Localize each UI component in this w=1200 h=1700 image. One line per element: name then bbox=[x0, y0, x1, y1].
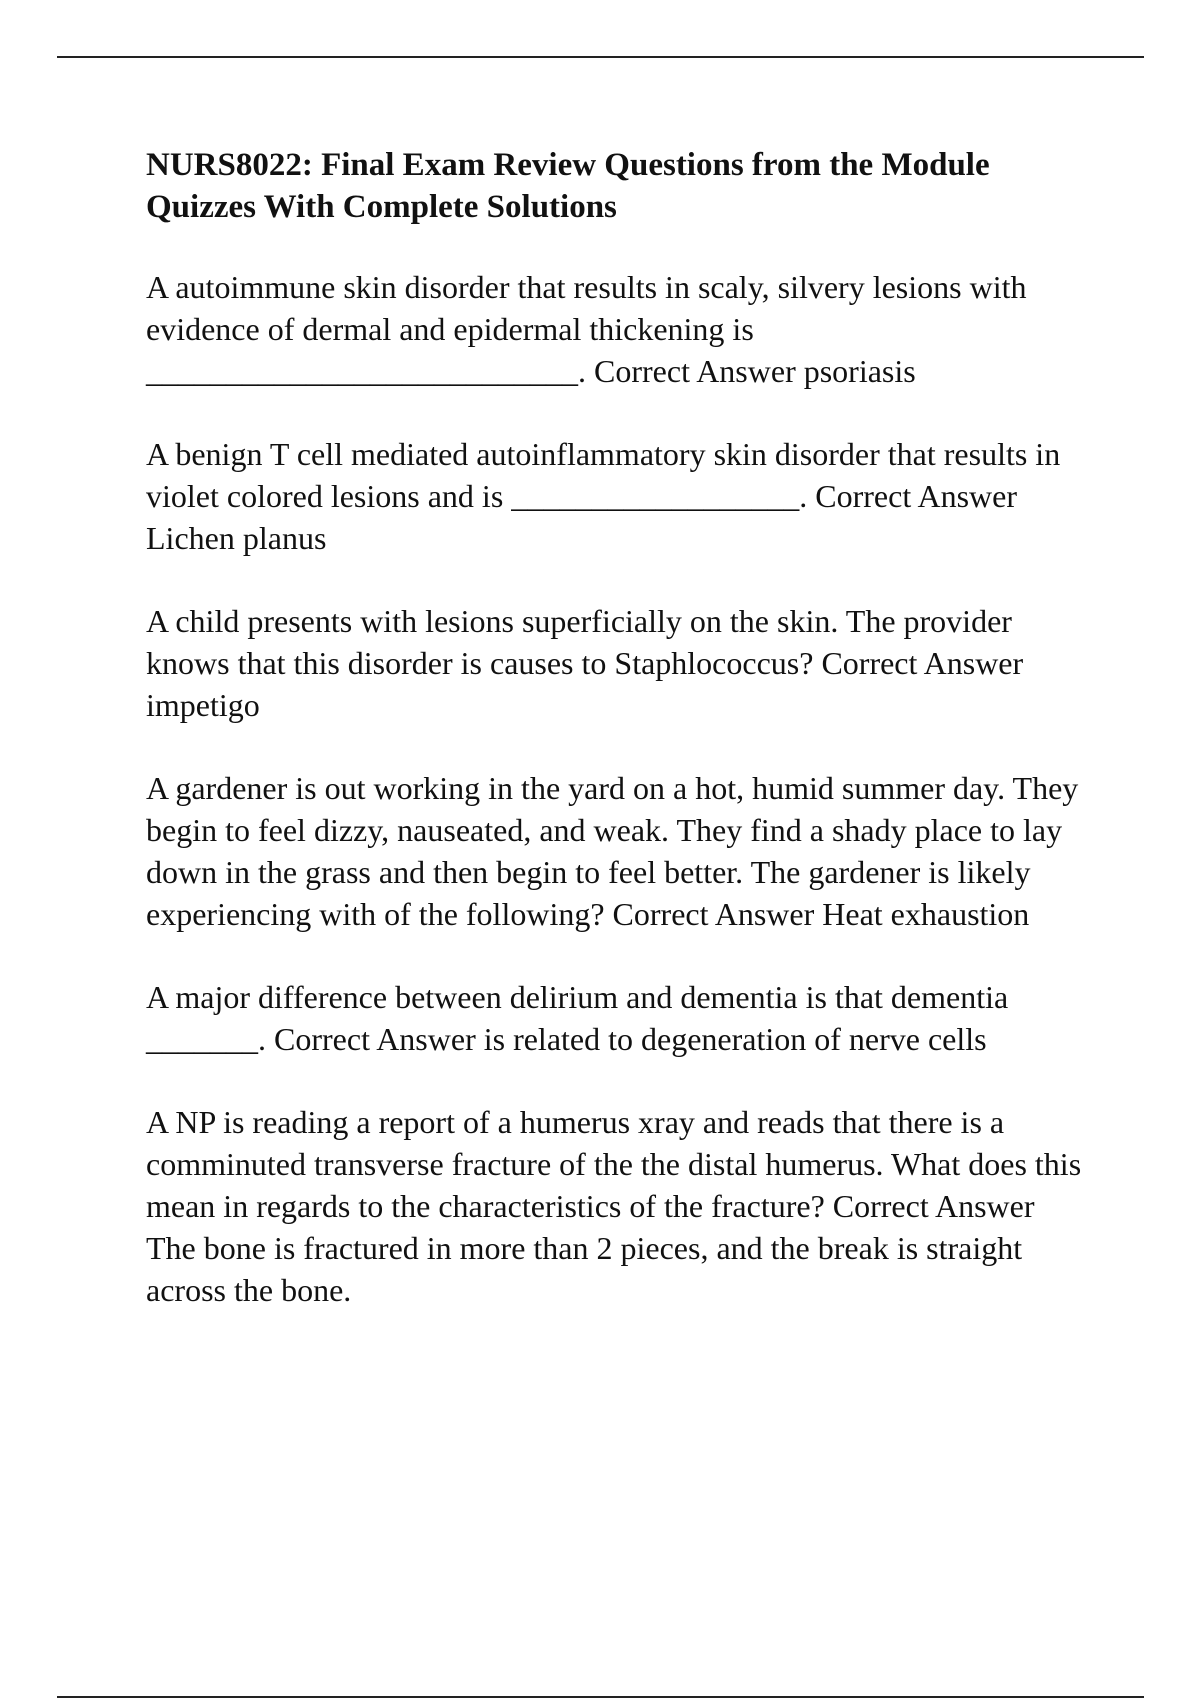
document-title: NURS8022: Final Exam Review Questions from the Module Quizzes With Complete Solutions bbox=[146, 147, 990, 225]
qa-item bbox=[146, 433, 1086, 559]
answer-text: is related to degeneration of nerve cells bbox=[483, 1021, 987, 1057]
question-text: A autoimmune skin disorder that results in scaly, silvery lesions with evidence of dermal and epidermal thickening is ___________________________. bbox=[146, 269, 1035, 389]
answer-text: Lichen planus bbox=[146, 520, 327, 556]
correct-answer-label: Correct Answer bbox=[274, 1021, 476, 1057]
answer-text: psoriasis bbox=[803, 353, 916, 389]
correct-answer-label: Correct Answer bbox=[815, 478, 1017, 514]
question-text: A benign T cell mediated autoinflammatory skin disorder that results in violet colored lesions and is __________________. bbox=[146, 436, 1069, 514]
bottom-divider bbox=[57, 1696, 1144, 1698]
document-body bbox=[146, 144, 1090, 1352]
qa-item bbox=[146, 600, 1086, 726]
answer-text: The bone is fractured in more than 2 pieces, and the break is straight across the bone. bbox=[146, 1230, 1031, 1308]
question-text: A NP is reading a report of a humerus xray and reads that there is a comminuted transverse fracture of the the distal humerus. What does this mean in regards to the characteristics of the fracture? bbox=[146, 1104, 1090, 1224]
answer-text: Heat exhaustion bbox=[822, 896, 1030, 932]
correct-answer-label: Correct Answer bbox=[832, 1188, 1035, 1224]
question-text: A gardener is out working in the yard on a hot, humid summer day. They begin to feel dizzy, nauseated, and weak. They find a shady place to lay down in the grass and then begin to feel better. The gardener is likely experiencing with of the following? bbox=[146, 770, 1087, 932]
question-text: A child presents with lesions superficially on the skin. The provider knows that this disorder is causes to Staphlococcus? bbox=[146, 603, 1020, 681]
question-text: A major difference between delirium and dementia is that dementia _______. bbox=[146, 979, 1017, 1057]
top-divider bbox=[57, 56, 1144, 58]
answer-text: impetigo bbox=[146, 687, 260, 723]
correct-answer-label: Correct Answer bbox=[612, 896, 815, 932]
qa-item bbox=[146, 976, 1086, 1060]
qa-item bbox=[146, 767, 1086, 935]
correct-answer-label: Correct Answer bbox=[821, 645, 1024, 681]
qa-item bbox=[146, 266, 1086, 392]
correct-answer-label: Correct Answer bbox=[594, 353, 796, 389]
qa-item bbox=[146, 1101, 1090, 1311]
